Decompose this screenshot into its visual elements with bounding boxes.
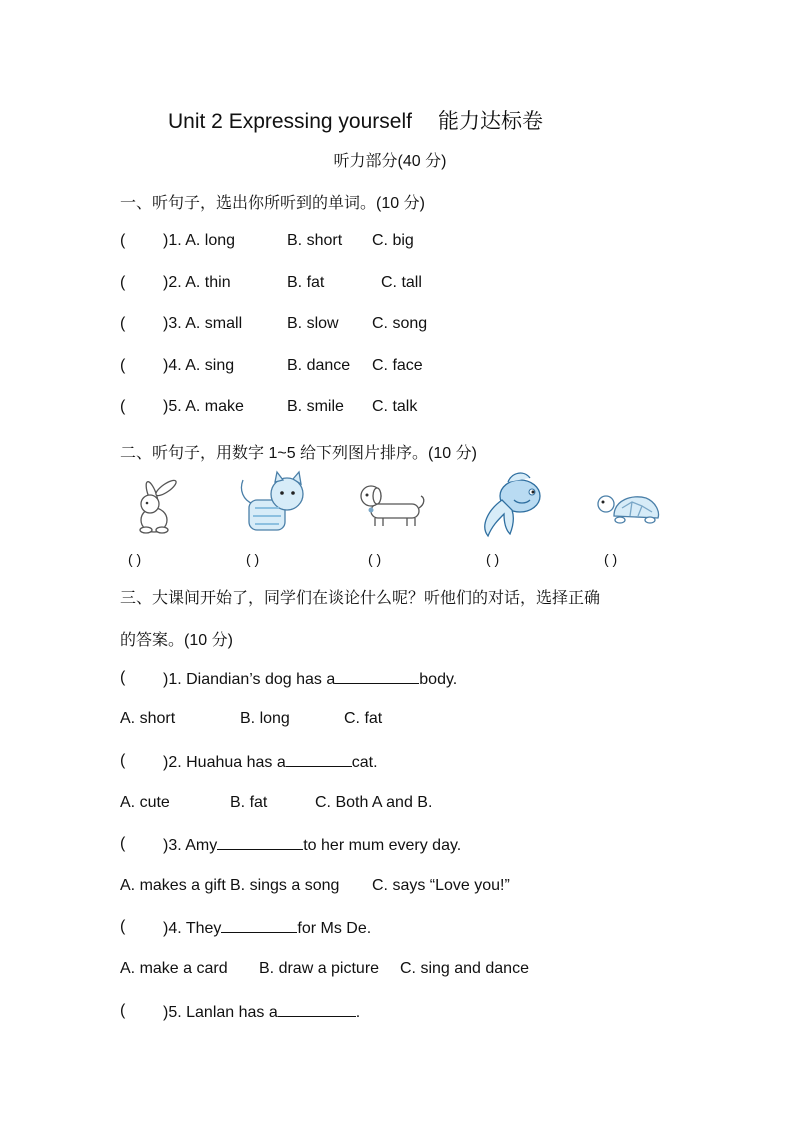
answer-paren[interactable]: (	[120, 232, 126, 249]
s1-item-option-b: B. smile	[287, 398, 344, 415]
s3-question-3	[120, 835, 462, 854]
s1-item-option-a: )4. A. sing	[163, 357, 235, 374]
s3-question-1	[120, 669, 458, 688]
answer-blank[interactable]	[278, 1002, 356, 1017]
s1-item-option-b: B. fat	[287, 274, 325, 291]
s1-item-option-a: )3. A. small	[163, 315, 243, 332]
answer-paren[interactable]: (	[120, 357, 126, 374]
s3-question-4	[120, 918, 372, 937]
s3-question-2	[120, 752, 378, 771]
s1-item-4	[120, 357, 423, 375]
s1-item-option-a: )5. A. make	[163, 398, 244, 415]
question-text: )5. Lanlan has a .	[163, 1004, 361, 1021]
s3-question-5	[120, 1002, 361, 1021]
s3-options-4	[120, 960, 529, 978]
s1-item-option-b: B. slow	[287, 315, 339, 332]
tortoise-icon	[592, 474, 664, 536]
s1-item-option-c: C. tall	[381, 274, 422, 291]
s1-item-option-b: B. dance	[287, 357, 351, 374]
s1-item-5	[120, 398, 418, 416]
s1-item-3	[120, 315, 428, 333]
cat-icon	[235, 470, 315, 538]
answer-paren[interactable]: (	[120, 1002, 126, 1019]
s1-item-option-b: B. short	[287, 232, 343, 249]
question-text: )4. They for Ms De.	[163, 920, 372, 937]
answer-blank[interactable]	[221, 918, 297, 933]
s1-item-option-c: C. big	[372, 232, 414, 249]
picture-answer-paren[interactable]: ( )	[246, 551, 260, 567]
answer-blank[interactable]	[217, 835, 303, 850]
s3-options-1	[120, 710, 383, 728]
option-c: C. Both A and B.	[315, 794, 433, 811]
answer-paren[interactable]: (	[120, 752, 126, 769]
s1-item-option-c: C. face	[372, 357, 423, 374]
option-b: B. sings a song	[230, 877, 340, 894]
option-c: C. fat	[344, 710, 383, 727]
s1-item-2	[120, 274, 422, 292]
goldfish-icon	[474, 470, 549, 540]
s1-item-option-a: )2. A. thin	[163, 274, 231, 291]
picture-answer-paren[interactable]: ( )	[128, 551, 142, 567]
section1-heading: 一、听句子，选出你所听到的单词。(10 分)	[120, 195, 425, 212]
title-chinese: 能力达标卷	[437, 109, 543, 133]
option-a: A. short	[120, 710, 176, 727]
dog-icon	[355, 474, 427, 536]
option-c: C. says “Love you!”	[372, 877, 510, 894]
s1-item-option-a: )1. A. long	[163, 232, 236, 249]
picture-answer-paren[interactable]: ( )	[368, 551, 382, 567]
s1-item-option-c: C. talk	[372, 398, 418, 415]
answer-paren[interactable]: (	[120, 835, 126, 852]
question-text: )1. Diandian’s dog has a body.	[163, 671, 458, 688]
section2-heading: 二、听句子，用数字 1~5 给下列图片排序。(10 分)	[120, 445, 477, 462]
s1-item-1	[120, 232, 414, 250]
option-a: A. makes a gift	[120, 877, 226, 894]
question-text: )2. Huahua has a cat.	[163, 754, 378, 771]
answer-paren[interactable]: (	[120, 669, 126, 686]
section3-heading-line2: 的答案。(10 分)	[120, 632, 233, 649]
option-a: A. make a card	[120, 960, 228, 977]
option-b: B. draw a picture	[259, 960, 380, 977]
title-english: Unit 2 Expressing yourself	[168, 110, 412, 133]
s1-item-option-c: C. song	[372, 315, 428, 332]
s3-options-2	[120, 794, 433, 812]
answer-paren[interactable]: (	[120, 274, 126, 291]
answer-paren[interactable]: (	[120, 918, 126, 935]
option-c: C. sing and dance	[400, 960, 529, 977]
listening-subtitle: 听力部分(40 分)	[333, 153, 447, 170]
picture-answer-paren[interactable]: ( )	[486, 551, 500, 567]
section3-heading-line1: 三、大课间开始了，同学们在谈论什么呢？听他们的对话，选择正确	[120, 590, 601, 607]
option-a: A. cute	[120, 794, 170, 811]
answer-paren[interactable]: (	[120, 398, 126, 415]
question-text: )3. Amy to her mum every day.	[163, 837, 462, 854]
s3-options-3	[120, 877, 510, 895]
option-b: B. fat	[230, 794, 268, 811]
rabbit-icon	[122, 474, 192, 536]
picture-answer-paren[interactable]: ( )	[604, 551, 618, 567]
answer-blank[interactable]	[286, 752, 352, 767]
page-title	[168, 105, 543, 135]
option-b: B. long	[240, 710, 290, 727]
answer-blank[interactable]	[335, 669, 419, 684]
answer-paren[interactable]: (	[120, 315, 126, 332]
